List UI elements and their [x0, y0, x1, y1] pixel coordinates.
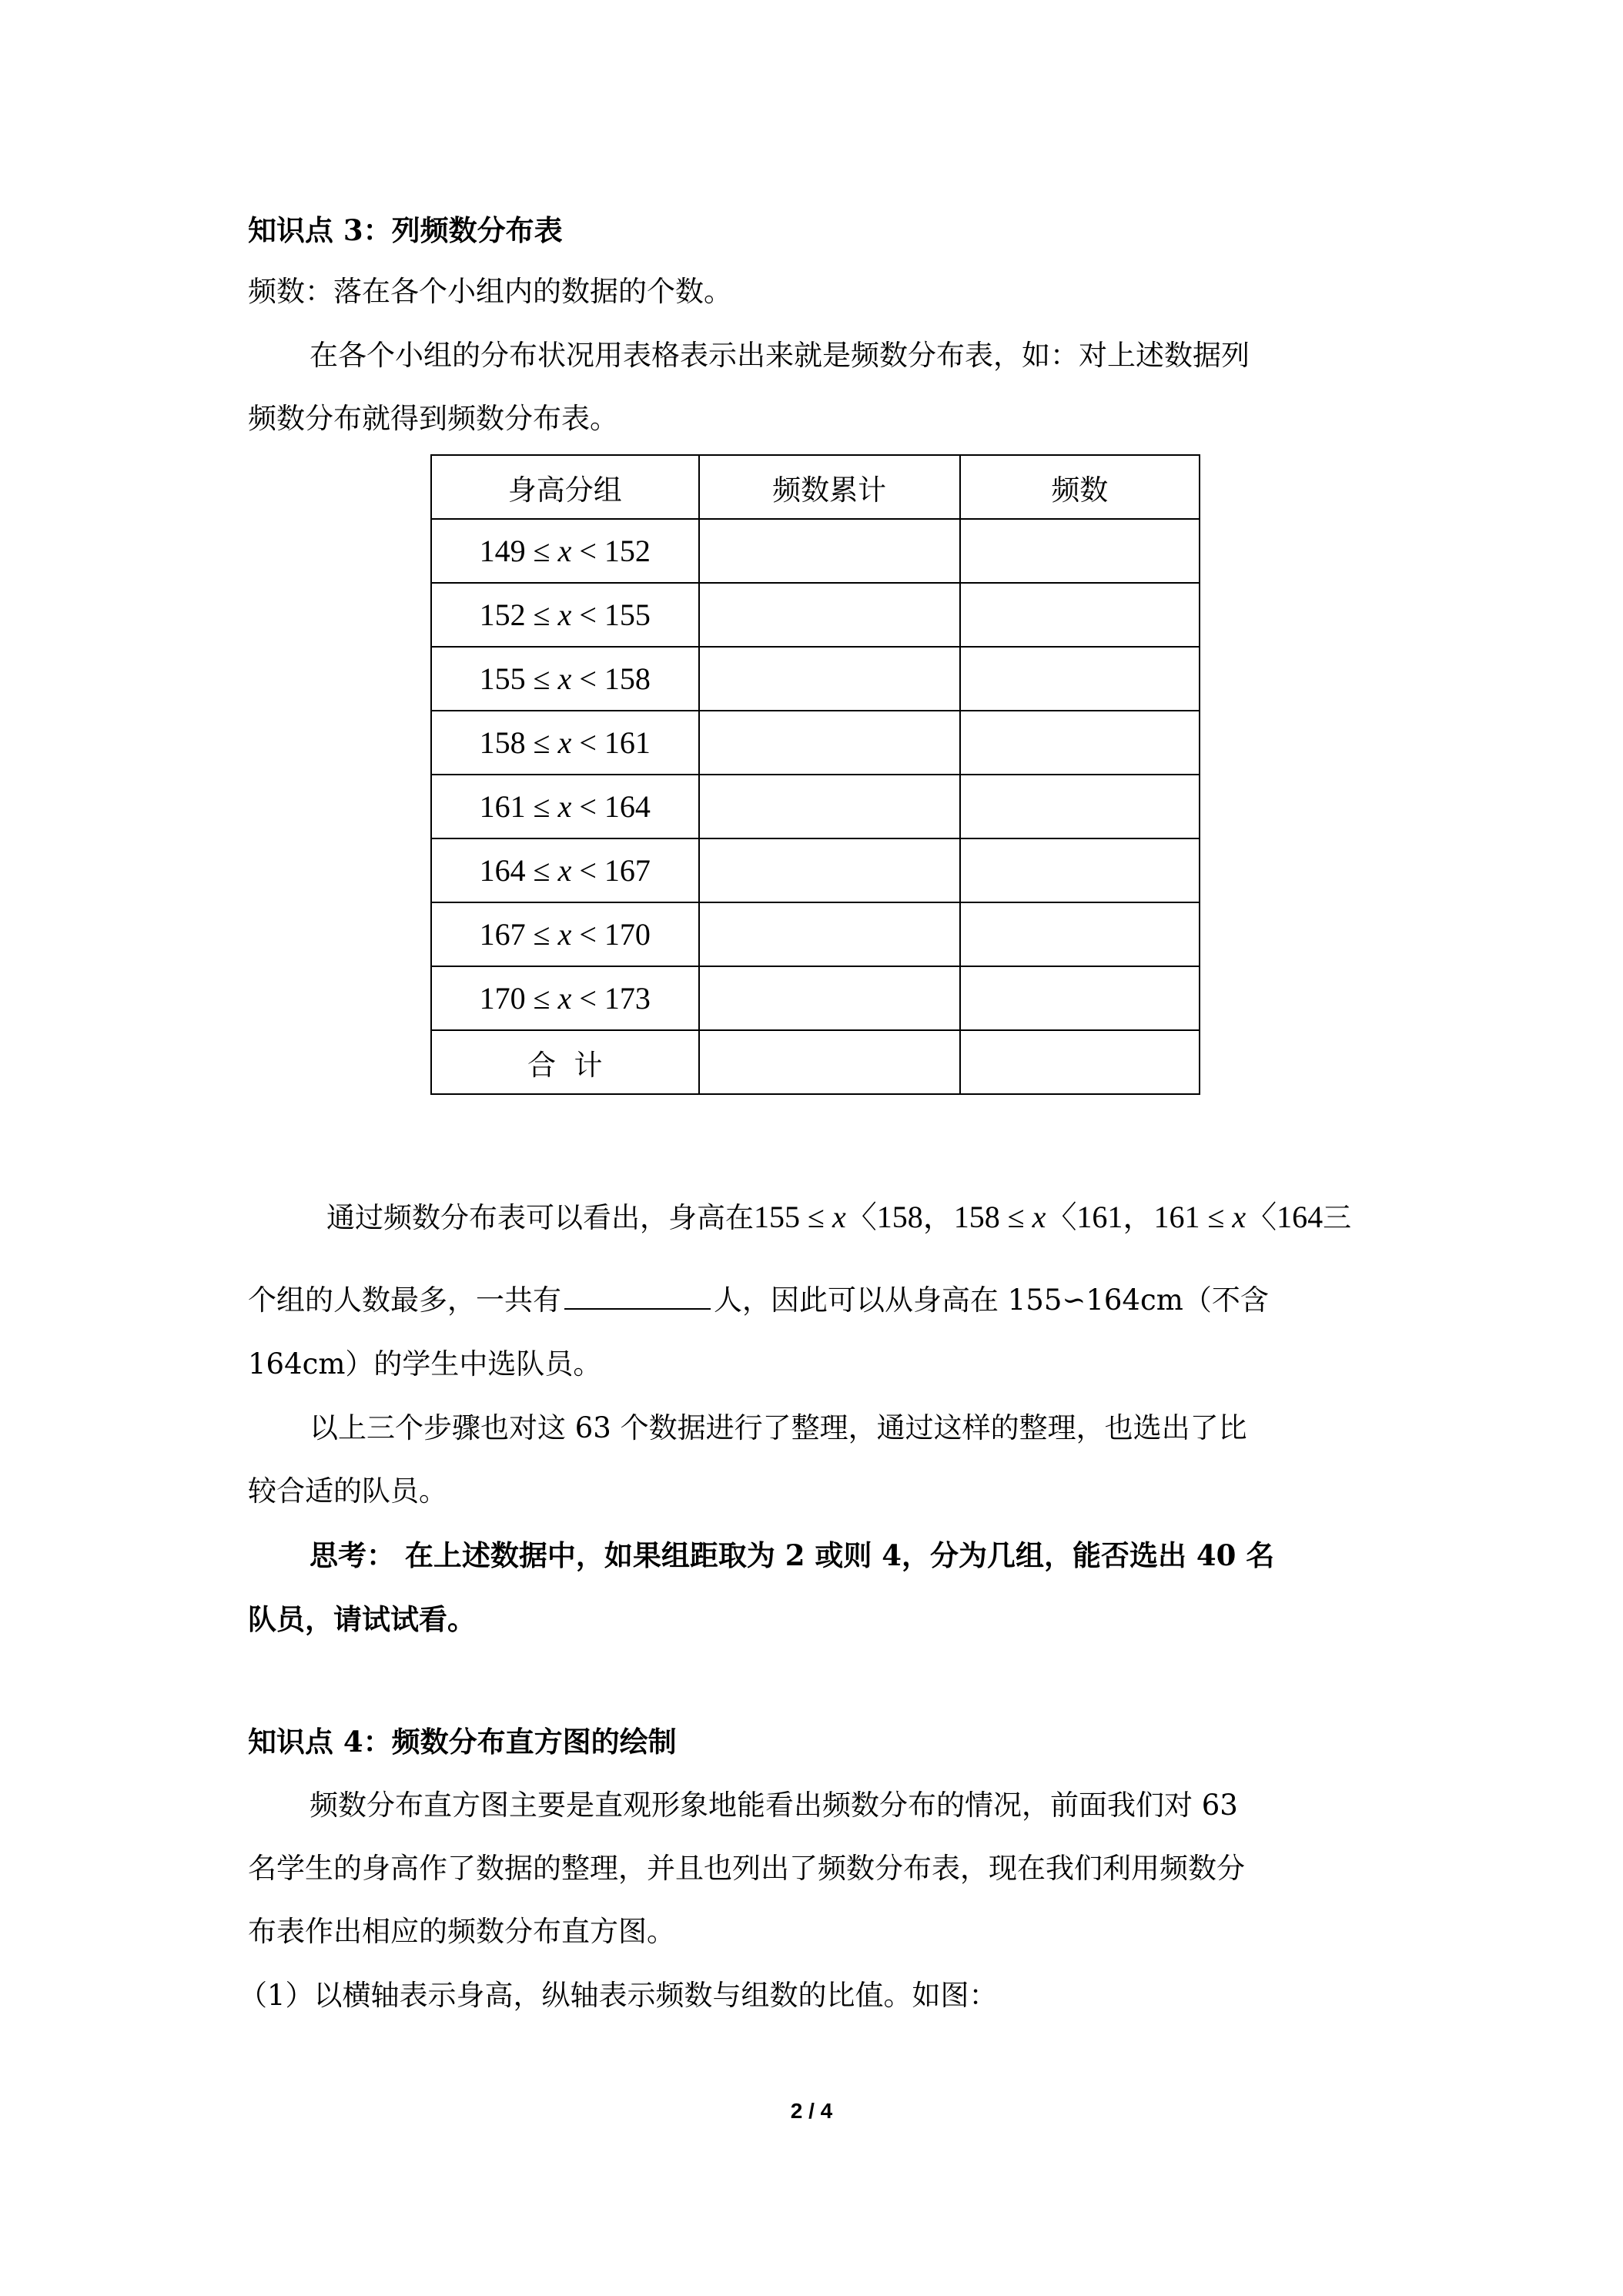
paragraph-3-line-1: 以上三个步骤也对这 63 个数据进行了整理，通过这样的整理，也选出了比	[310, 1411, 1247, 1444]
tally-cell	[699, 647, 960, 711]
range-cell: 164 ≤ x < 167	[431, 838, 699, 902]
table-row	[431, 647, 1200, 711]
header-frequency: 频数	[960, 455, 1200, 519]
tally-cell	[699, 966, 960, 1030]
frequency-cell	[960, 711, 1200, 775]
table-header-row	[431, 455, 1200, 519]
tally-cell	[699, 775, 960, 838]
tally-cell	[699, 902, 960, 966]
frequency-cell	[960, 838, 1200, 902]
frequency-cell	[960, 775, 1200, 838]
answer-blank[interactable]	[564, 1282, 711, 1310]
section-4-step-1: （1）以横轴表示身高，纵轴表示频数与组数的比值。如图：	[239, 1979, 998, 2012]
table-row	[431, 583, 1200, 647]
think-line-2: 队员，请试试看。	[248, 1602, 476, 1636]
frequency-cell	[960, 902, 1200, 966]
paragraph-1-line-2: 频数分布就得到频数分布表。	[248, 402, 618, 435]
section-4-line-1: 频数分布直方图主要是直观形象地能看出频数分布的情况，前面我们对 63	[310, 1789, 1238, 1822]
table-row	[431, 711, 1200, 775]
page-number: 2 / 4	[790, 2099, 833, 2123]
paragraph-1-line-1: 在各个小组的分布状况用表格表示出来就是频数分布表，如：对上述数据列	[310, 339, 1250, 372]
paragraph-3-line-2: 较合适的队员。	[248, 1474, 447, 1508]
range-cell: 170 ≤ x < 173	[431, 966, 699, 1030]
header-tally: 频数累计	[699, 455, 960, 519]
paragraph-2-line-1: 通过频数分布表可以看出，身高在155 ≤ x〈158，158 ≤ x〈161，161 ≤ x〈164三	[326, 1200, 1352, 1234]
tally-total-cell	[699, 1030, 960, 1094]
frequency-cell	[960, 583, 1200, 647]
table-row	[431, 838, 1200, 902]
table-total-row	[431, 1030, 1200, 1094]
section-3-heading: 知识点 3：列频数分布表	[248, 213, 563, 247]
paragraph-2-line-2: 个组的人数最多，一共有 人，因此可以从身高在 155∽164cm（不含	[248, 1284, 1269, 1317]
paragraph-2-line-3: 164cm）的学生中选队员。	[248, 1347, 602, 1381]
range-cell: 149 ≤ x < 152	[431, 519, 699, 583]
tally-cell	[699, 711, 960, 775]
range-cell: 161 ≤ x < 164	[431, 775, 699, 838]
section-4-line-3: 布表作出相应的频数分布直方图。	[248, 1915, 675, 1948]
frequency-definition: 频数：落在各个小组内的数据的个数。	[248, 275, 732, 308]
table-row	[431, 902, 1200, 966]
range-cell: 167 ≤ x < 170	[431, 902, 699, 966]
tally-cell	[699, 838, 960, 902]
range-cell: 155 ≤ x < 158	[431, 647, 699, 711]
frequency-cell	[960, 647, 1200, 711]
section-4-line-2: 名学生的身高作了数据的整理，并且也列出了频数分布表，现在我们利用频数分	[248, 1852, 1245, 1885]
think-line-1: 思考： 在上述数据中，如果组距取为 2 或则 4，分为几组，能否选出 40 名	[310, 1538, 1275, 1572]
frequency-cell	[960, 519, 1200, 583]
tally-cell	[699, 583, 960, 647]
frequency-cell	[960, 966, 1200, 1030]
section-4-heading: 知识点 4：频数分布直方图的绘制	[248, 1725, 677, 1759]
table-row	[431, 966, 1200, 1030]
range-cell: 158 ≤ x < 161	[431, 711, 699, 775]
tally-cell	[699, 519, 960, 583]
table-row	[431, 519, 1200, 583]
table-row	[431, 775, 1200, 838]
range-cell: 152 ≤ x < 155	[431, 583, 699, 647]
frequency-total-cell	[960, 1030, 1200, 1094]
total-label: 合 计	[431, 1030, 699, 1094]
frequency-table	[430, 454, 1200, 1095]
header-height-group: 身高分组	[431, 455, 699, 519]
